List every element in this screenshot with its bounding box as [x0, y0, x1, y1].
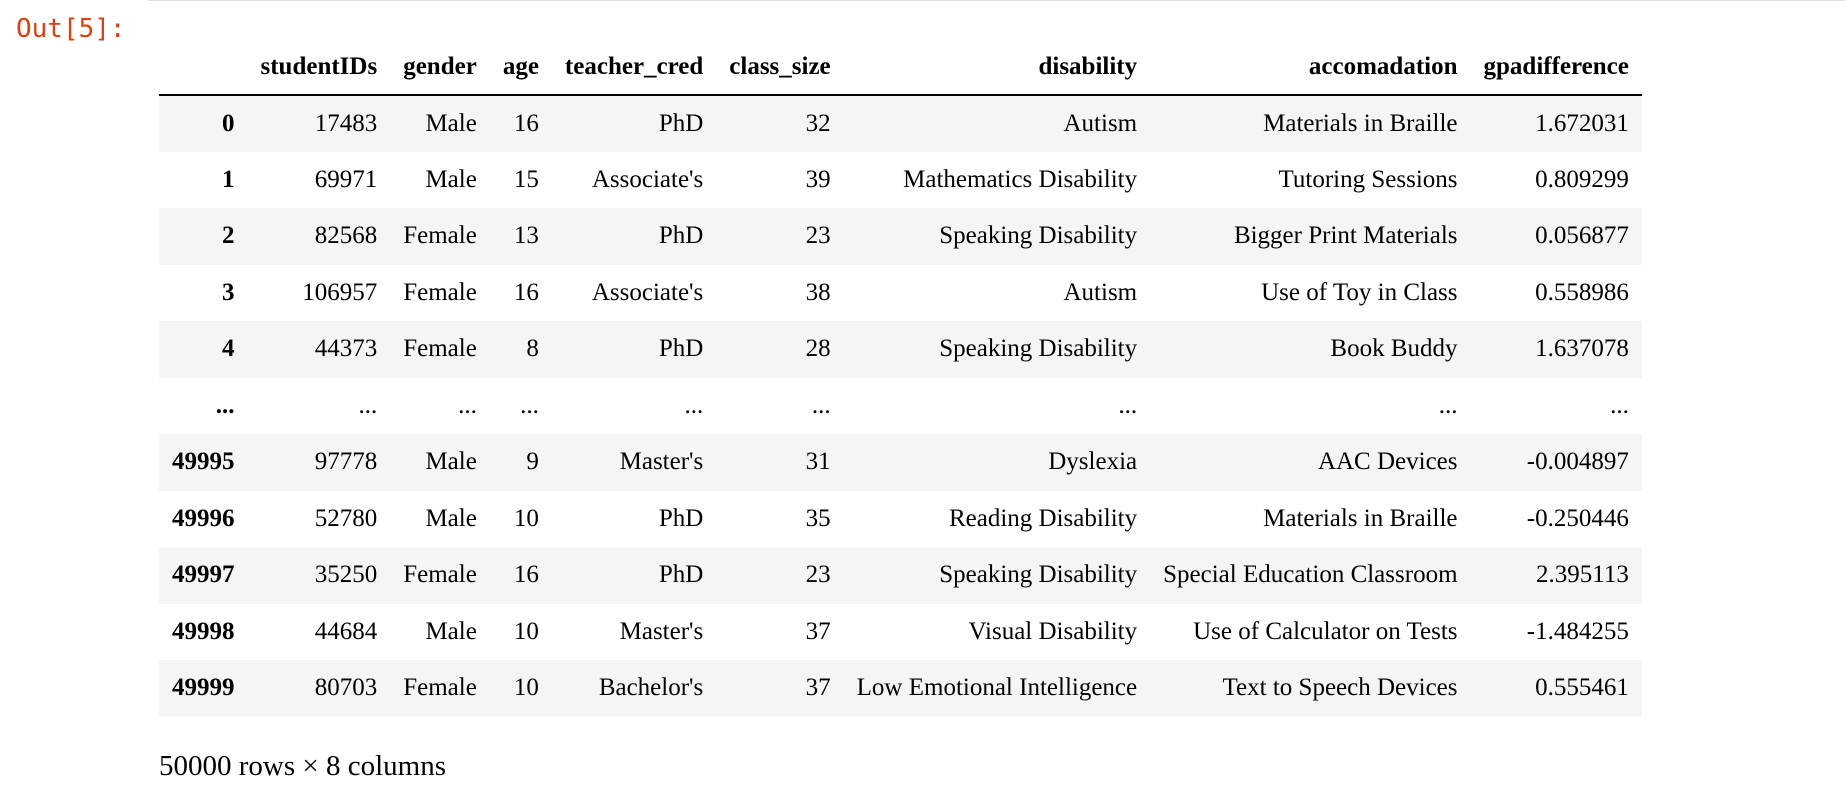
- row-index: 49996: [172, 504, 235, 532]
- cell-gpadifference: 1.637078: [1535, 335, 1629, 363]
- cell-teacher-cred: ...: [684, 391, 704, 419]
- cell-gpadifference: -1.484255: [1526, 617, 1629, 645]
- row-index: 49999: [172, 674, 235, 702]
- cell-class-size: 37: [805, 617, 831, 645]
- column-header-studentids: studentIDs: [248, 40, 391, 95]
- cell-gender: Female: [403, 335, 477, 363]
- column-header-class-size: class_size: [716, 40, 843, 95]
- cell-disability: ...: [1118, 391, 1138, 419]
- column-header-index: [159, 40, 248, 95]
- cell-accomadation: Tutoring Sessions: [1278, 165, 1458, 193]
- row-index: 49998: [172, 617, 235, 645]
- cell-gender: Male: [425, 617, 477, 645]
- row-index: 0: [222, 109, 235, 137]
- table-row: [159, 491, 1642, 548]
- table-body: [159, 95, 1642, 717]
- cell-teacher-cred: Master's: [619, 448, 704, 476]
- cell-accomadation: Use of Toy in Class: [1261, 278, 1458, 306]
- cell-gender: ...: [458, 391, 477, 419]
- cell-class-size: 35: [805, 504, 831, 532]
- cell-gender: Male: [425, 504, 477, 532]
- cell-studentids: 17483: [314, 109, 378, 137]
- cell-accomadation: Text to Speech Devices: [1222, 674, 1458, 702]
- cell-age: 13: [513, 222, 539, 250]
- cell-age: 16: [513, 278, 539, 306]
- cell-class-size: 23: [805, 222, 831, 250]
- cell-teacher-cred: Bachelor's: [598, 674, 704, 702]
- cell-disability: Autism: [1063, 278, 1138, 306]
- table-row: [159, 604, 1642, 661]
- cell-gender: Female: [403, 278, 477, 306]
- row-index: 49997: [172, 561, 235, 589]
- cell-teacher-cred: PhD: [658, 504, 704, 532]
- table-row: [159, 152, 1642, 209]
- cell-teacher-cred: Associate's: [591, 278, 704, 306]
- cell-accomadation: Materials in Braille: [1263, 504, 1458, 532]
- cell-studentids: 97778: [314, 448, 378, 476]
- row-index: 3: [222, 278, 235, 306]
- table-row: [159, 660, 1642, 717]
- column-header-teacher-cred: teacher_cred: [552, 40, 716, 95]
- cell-gpadifference: 0.056877: [1535, 222, 1629, 250]
- cell-studentids: 106957: [302, 278, 378, 306]
- cell-studentids: 82568: [314, 222, 378, 250]
- cell-class-size: 28: [805, 335, 831, 363]
- table-row: [159, 95, 1642, 152]
- cell-class-size: 38: [805, 278, 831, 306]
- cell-studentids: 52780: [314, 504, 378, 532]
- cell-disability: Speaking Disability: [939, 335, 1138, 363]
- table-row: [159, 547, 1642, 604]
- cell-age: 8: [526, 335, 539, 363]
- cell-gpadifference: -0.004897: [1526, 448, 1629, 476]
- cell-gpadifference: 1.672031: [1535, 109, 1629, 137]
- row-index: 1: [222, 165, 235, 193]
- row-index: 4: [222, 335, 235, 363]
- cell-studentids: 44373: [314, 335, 378, 363]
- table-row: [159, 265, 1642, 322]
- cell-gpadifference: 0.558986: [1535, 278, 1629, 306]
- cell-gender: Male: [425, 448, 477, 476]
- cell-disability: Low Emotional Intelligence: [856, 674, 1138, 702]
- dataframe-table: [159, 40, 1642, 717]
- cell-accomadation: Use of Calculator on Tests: [1193, 617, 1458, 645]
- cell-gender: Female: [403, 561, 477, 589]
- cell-accomadation: Special Education Classroom: [1163, 561, 1458, 589]
- cell-gpadifference: 2.395113: [1536, 561, 1629, 589]
- table-row: [159, 208, 1642, 265]
- cell-accomadation: Book Buddy: [1330, 335, 1458, 363]
- cell-disability: Autism: [1063, 109, 1138, 137]
- row-index: 2: [222, 222, 235, 250]
- cell-class-size: 31: [805, 448, 831, 476]
- cell-class-size: 39: [805, 165, 831, 193]
- cell-age: 16: [513, 561, 539, 589]
- column-header-age: age: [490, 40, 552, 95]
- dataframe-output: [159, 40, 1642, 717]
- column-header-accomadation: accomadation: [1150, 40, 1470, 95]
- cell-disability: Mathematics Disability: [903, 165, 1138, 193]
- table-row: [159, 378, 1642, 435]
- cell-gpadifference: -0.250446: [1526, 504, 1629, 532]
- cell-disability: Speaking Disability: [939, 561, 1138, 589]
- cell-gpadifference: ...: [1610, 391, 1629, 419]
- output-prompt: Out[5]:: [16, 14, 126, 44]
- cell-gpadifference: 0.809299: [1535, 165, 1629, 193]
- cell-disability: Reading Disability: [948, 504, 1138, 532]
- cell-teacher-cred: PhD: [658, 335, 704, 363]
- cell-age: ...: [520, 391, 539, 419]
- column-header-disability: disability: [844, 40, 1150, 95]
- cell-accomadation: Materials in Braille: [1263, 109, 1458, 137]
- cell-age: 9: [526, 448, 539, 476]
- cell-age: 10: [513, 674, 539, 702]
- cell-class-size: 37: [805, 674, 831, 702]
- cell-teacher-cred: Associate's: [591, 165, 704, 193]
- cell-teacher-cred: PhD: [658, 109, 704, 137]
- cell-teacher-cred: PhD: [658, 561, 704, 589]
- cell-age: 10: [513, 504, 539, 532]
- cell-gender: Male: [425, 109, 477, 137]
- cell-teacher-cred: PhD: [658, 222, 704, 250]
- cell-teacher-cred: Master's: [619, 617, 704, 645]
- cell-studentids: 35250: [314, 561, 378, 589]
- row-index: ...: [215, 391, 235, 419]
- cell-studentids: 44684: [314, 617, 378, 645]
- cell-age: 16: [513, 109, 539, 137]
- cell-age: 15: [513, 165, 539, 193]
- cell-studentids: 80703: [314, 674, 378, 702]
- row-index: 49995: [172, 448, 235, 476]
- cell-gpadifference: 0.555461: [1535, 674, 1629, 702]
- cell-gender: Male: [425, 165, 477, 193]
- table-row: [159, 434, 1642, 491]
- cell-disability: Dyslexia: [1048, 448, 1138, 476]
- table-row: [159, 321, 1642, 378]
- header-row: [159, 40, 1642, 95]
- cell-gender: Female: [403, 674, 477, 702]
- cell-disability: Speaking Disability: [939, 222, 1138, 250]
- column-header-gender: gender: [390, 40, 490, 95]
- cell-accomadation: AAC Devices: [1317, 448, 1458, 476]
- cell-studentids: 69971: [314, 165, 378, 193]
- cell-gender: Female: [403, 222, 477, 250]
- cell-accomadation: Bigger Print Materials: [1233, 222, 1458, 250]
- cell-age: 10: [513, 617, 539, 645]
- cell-accomadation: ...: [1438, 391, 1458, 419]
- cell-class-size: 32: [805, 109, 831, 137]
- column-header-gpadifference: gpadifference: [1471, 40, 1642, 95]
- cell-class-size: 23: [805, 561, 831, 589]
- dataframe-shape-note: 50000 rows × 8 columns: [159, 750, 447, 782]
- cell-studentids: ...: [358, 391, 378, 419]
- cell-disability: Visual Disability: [968, 617, 1138, 645]
- cell-class-size: ...: [811, 391, 831, 419]
- cell-top-border: [148, 0, 1845, 1]
